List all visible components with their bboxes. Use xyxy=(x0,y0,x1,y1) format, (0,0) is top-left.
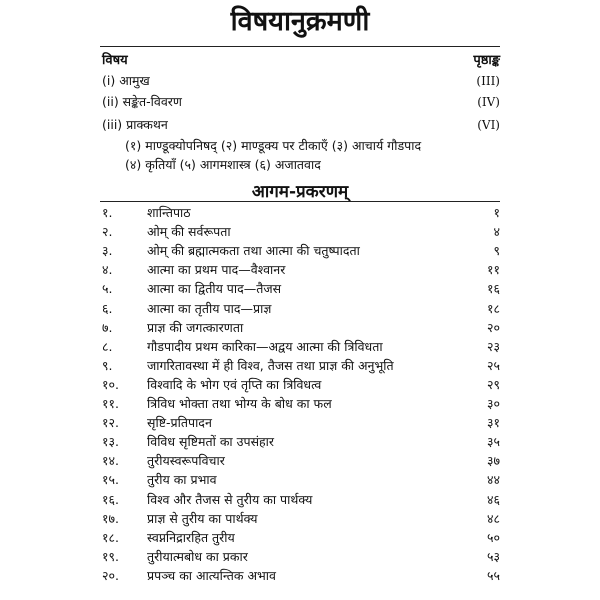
entry-page: ५० xyxy=(486,529,500,545)
section-title: आगम-प्रकरणम् xyxy=(251,182,349,202)
entry-number: २०. xyxy=(102,567,119,583)
entry-page: ३० xyxy=(486,396,500,411)
entry-page: ५३ xyxy=(486,548,500,564)
toc-entry xyxy=(102,566,500,585)
toc-entry xyxy=(102,222,500,241)
title-underline xyxy=(100,46,500,47)
entry-number: १८. xyxy=(102,529,119,545)
toc-entry xyxy=(102,451,500,470)
entry-page: ३७ xyxy=(486,453,500,469)
toc-entry xyxy=(102,547,500,566)
entry-title: तुरीयस्वरूपविचार xyxy=(147,453,225,469)
toc-entry xyxy=(102,528,500,547)
front-matter-page: (III) xyxy=(476,74,500,88)
entry-page: २० xyxy=(486,319,500,335)
entry-title: विविध सृष्टिमतों का उपसंहार xyxy=(147,434,275,450)
toc-entry xyxy=(102,241,500,260)
entry-title: तुरीय का प्रभाव xyxy=(147,472,217,488)
front-matter-label: (iii) प्राक्कथन xyxy=(102,117,168,132)
entry-title: प्रपञ्च का आत्यन्तिक अभाव xyxy=(147,567,276,583)
front-matter-page: (VI) xyxy=(477,118,500,132)
entry-title: त्रिविध भोक्ता तथा भोग्य के बोध का फल xyxy=(147,396,332,411)
entry-page: ४४ xyxy=(486,472,500,488)
entry-page: ४ xyxy=(493,224,500,240)
page-title: विषयानुक्रमणी xyxy=(230,6,370,37)
entry-number: १५. xyxy=(102,472,119,488)
entry-title: आत्मा का तृतीय पाद—प्राज्ञ xyxy=(147,300,272,316)
entry-page: ४८ xyxy=(486,510,500,526)
entry-number: ६. xyxy=(102,300,113,316)
entry-title: विश्व और तैजस से तुरीय का पार्थक्य xyxy=(147,491,313,507)
toc-entry xyxy=(102,260,500,279)
entry-number: ७. xyxy=(102,319,113,335)
entry-title: प्राज्ञ की जगत्कारणता xyxy=(147,319,244,335)
subject-column-header: विषय xyxy=(102,53,128,68)
toc-entry xyxy=(102,318,500,337)
entry-title: तुरीयात्मबोध का प्रकार xyxy=(147,548,248,564)
entry-page: ३५ xyxy=(486,434,500,450)
entry-title: जागरितावस्था में ही विश्व, तैजस तथा प्राज्ञ की अनुभूति xyxy=(147,357,394,373)
entry-title: ओम् की ब्रह्मात्मकता तथा आत्मा की चतुष्पादता xyxy=(147,243,360,259)
front-matter-item xyxy=(102,116,500,134)
entry-page: २९ xyxy=(486,376,500,392)
toc-entry xyxy=(102,394,500,413)
toc-entry xyxy=(102,413,500,432)
entry-page: ११ xyxy=(486,262,500,278)
toc-entry xyxy=(102,470,500,489)
toc-entry xyxy=(102,509,500,528)
entry-number: १०. xyxy=(102,376,119,392)
entry-page: १८ xyxy=(486,300,500,316)
toc-entry xyxy=(102,375,500,394)
entry-page: ३१ xyxy=(486,415,500,431)
entry-title: प्राज्ञ से तुरीय का पार्थक्य xyxy=(147,510,258,526)
preface-sub-line: (१) माण्डूक्योपनिषद् (२) माण्डूक्य पर टीकाएँ (३) आचार्य गौडपाद xyxy=(125,138,422,153)
entry-number: १६. xyxy=(102,491,119,507)
preface-sub-line: (४) कृतियाँ (५) आगमशास्त्र (६) अजातवाद xyxy=(125,157,321,172)
entry-number: ५. xyxy=(102,281,113,297)
front-matter-label: (i) आमुख xyxy=(102,73,150,88)
toc-entry xyxy=(102,432,500,451)
entry-title: आत्मा का द्वितीय पाद—तैजस xyxy=(147,281,282,297)
entry-number: ४. xyxy=(102,262,113,278)
front-matter-item xyxy=(102,72,500,90)
entry-page: १ xyxy=(493,205,500,220)
front-matter-page: (IV) xyxy=(477,95,500,109)
entry-number: १९. xyxy=(102,548,119,564)
toc-entry xyxy=(102,337,500,356)
page-column-header: पृष्ठाङ्क xyxy=(473,53,500,68)
toc-entry xyxy=(102,279,500,298)
entry-title: गौडपादीय प्रथम कारिका—अद्वय आत्मा की त्रिविधता xyxy=(147,338,383,354)
front-matter-item xyxy=(102,93,500,111)
entry-page: ४६ xyxy=(486,491,500,507)
entry-number: १. xyxy=(102,205,113,220)
entry-number: २. xyxy=(102,224,113,240)
entry-number: ११. xyxy=(102,396,119,411)
entry-title: शान्तिपाठ xyxy=(147,205,191,220)
entry-page: ९ xyxy=(493,243,500,259)
entry-title: विश्वादि के भोग एवं तृप्ति का त्रिविधत्व xyxy=(147,376,322,392)
entry-page: २५ xyxy=(486,357,500,373)
entry-title: सृष्टि-प्रतिपादन xyxy=(147,415,212,431)
entry-page: १६ xyxy=(486,281,500,297)
entry-number: १७. xyxy=(102,510,119,526)
entry-number: १२. xyxy=(102,415,119,431)
entry-number: ८. xyxy=(102,338,113,354)
entry-title: ओम् की सर्वरूपता xyxy=(147,224,231,240)
entry-number: १४. xyxy=(102,453,119,469)
entry-number: १३. xyxy=(102,434,119,450)
toc-entry xyxy=(102,203,500,222)
entry-page: ५५ xyxy=(486,567,500,583)
entry-page: २३ xyxy=(486,338,500,354)
front-matter-label: (ii) सङ्केत-विवरण xyxy=(102,94,182,109)
toc-entry xyxy=(102,356,500,375)
entry-title: स्वप्ननिद्रारहित तुरीय xyxy=(147,529,235,545)
entry-number: ९. xyxy=(102,357,113,373)
entry-number: ३. xyxy=(102,243,113,259)
entry-title: आत्मा का प्रथम पाद—वैश्वानर xyxy=(147,262,286,278)
section-underline xyxy=(100,201,500,202)
toc-entry xyxy=(102,490,500,509)
toc-entry xyxy=(102,299,500,318)
